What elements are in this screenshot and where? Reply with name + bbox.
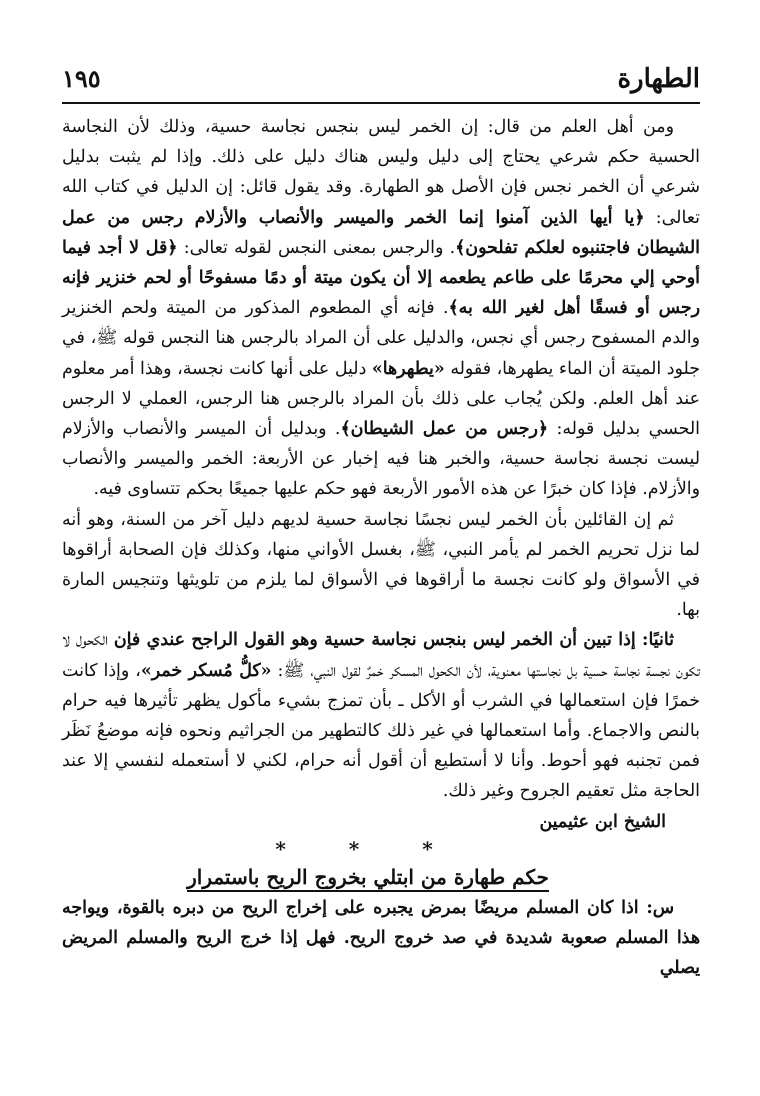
paragraph-3-text-b: ، وإذا كانت خمرًا فإن استعمالها في الشرب أو الأكل ـ بأن تمزج بشيء مأكول يظهر تأثيرها فيه حرام بالنص والاجماع. وأما استعمالها في غير ذلك كالتطهير من الجراثيم ونحوه فإنه موضعُ نَظَر فمن تجنبه فهو أحوط. وأنا لا أستطيع أن أقول أنه حرام، لكني لا أستعمله لنفسي إلا عند الحاجة مثل تعقيم الجروح وغير ذلك. [62,660,700,802]
quran-verse-2: ﴿قل لا أجد فيما أوحي إلي محرمًا على طاعم يطعمه إلا أن يكون ميتة أو دمًا مسفوحًا أو لحم خنزير فإنه رجس أو فسقًا أهل لغير الله به﴾ [62,237,700,319]
paragraph-1-text-a: ومن أهل العلم من قال: إن الخمر ليس بنجس نجاسة حسية، وذلك لأن النجاسة الحسية حكم شرعي يحتاج إلى دليل وليس هناك دليل على ذلك. وإذا لم يثبت بدليل شرعي أن الخمر نجس فإن الأصل هو الطهارة. وقد يقول قائل: إن الدليل في كتاب الله تعالى: [62,117,700,228]
paragraph-3-text-a: الكحول لا تكون نجسة نجاسة حسية بل نجاستها معنوية، لأن الكحول المسكر خمرٌ لقول النبي، ﷺ: [62,630,700,681]
quran-verse-1: ﴿يا أيها الذين آمنوا إنما الخمر والميسر والأنصاب والأزلام رجس من عمل الشيطان فاجتنبوه لعلكم تفلحون﴾ [62,207,700,258]
paragraph-3 [62,625,700,806]
section-separator: * * * [275,836,461,861]
paragraph-3-lead: ثانيًا: إذا تبين أن الخمر ليس بنجس نجاسة حسية وهو القول الراجح عندي فإن [113,630,674,651]
section-title [62,861,700,893]
paragraph-1 [62,112,700,505]
page-number: ١٩٥ [62,64,101,93]
quran-verse-3: ﴿رجس من عمل الشيطان﴾ [340,419,549,440]
paragraph-2: ثم إن القائلين بأن الخمر ليس نجسًا نجاسة حسية لديهم دليل آخر من السنة، وهو أنه لما نزل تحريم الخمر لم يأمر النبي، ﷺ، بغسل الأواني منها، وكذلك فإن الصحابة أراقوها في الأسواق ولو كانت نجسة ما أراقوها في الأسواق لما يلزم من تلويثها وتنجيس المارة بها. [62,509,700,621]
paragraph-1-text-d: دليل على أنها كانت نجسة، وهذا أمر معلوم عند أهل العلم. ولكن يُجاب على ذلك بأن المراد بالرجس هنا الرجس، العملي لا الرجس الحسي بدليل قوله: [62,358,700,440]
page-body [62,112,700,983]
paragraph-1-text-e: . وبدليل أن الميسر والأنصاب والأزلام ليست نجسة نجاسة حسية، والخبر هنا فيه إخبار عن الأربعة: الخمر والميسر والأنصاب والأزلام. فإذا كان خبرًا عن هذه الأمور الأربعة فهو حكم عليها جميعًا بحكم تتساوى فيه. [62,419,700,500]
hadith-quote-2: «كلُّ مُسكر خمر» [140,660,272,681]
paragraph-1-text-b: . والرجس بمعنى النجس لقوله تعالى: [177,237,456,258]
question-paragraph: س: اذا كان المسلم مريضًا بمرض يجبره على إخراج الريح من دبره بالقوة، ويواجه هذا المسلم صعوبة شديدة في صد خروج الريح. فهل إذا خرج الريح والمسلم المريض يصلي [62,897,700,979]
signature: الشيخ ابن عثيمين [539,811,666,832]
hadith-quote-1: «يطهرها» [371,358,445,379]
page-header [62,62,700,102]
header-rule [62,102,700,104]
paragraph-1-text-c: . فإنه أي المطعوم المذكور من الميتة ولحم الخنزير والدم المسفوح رجس أي نجس، والدليل على أن المراد بالرجس هنا النجس قوله ﷺ، في جلود الميتة أن الماء يطهرها، فقوله [62,298,701,379]
chapter-title: الطهارة [617,64,700,94]
section-title-text: حكم طهارة من ابتلي بخروج الريح باستمرار [187,865,549,892]
